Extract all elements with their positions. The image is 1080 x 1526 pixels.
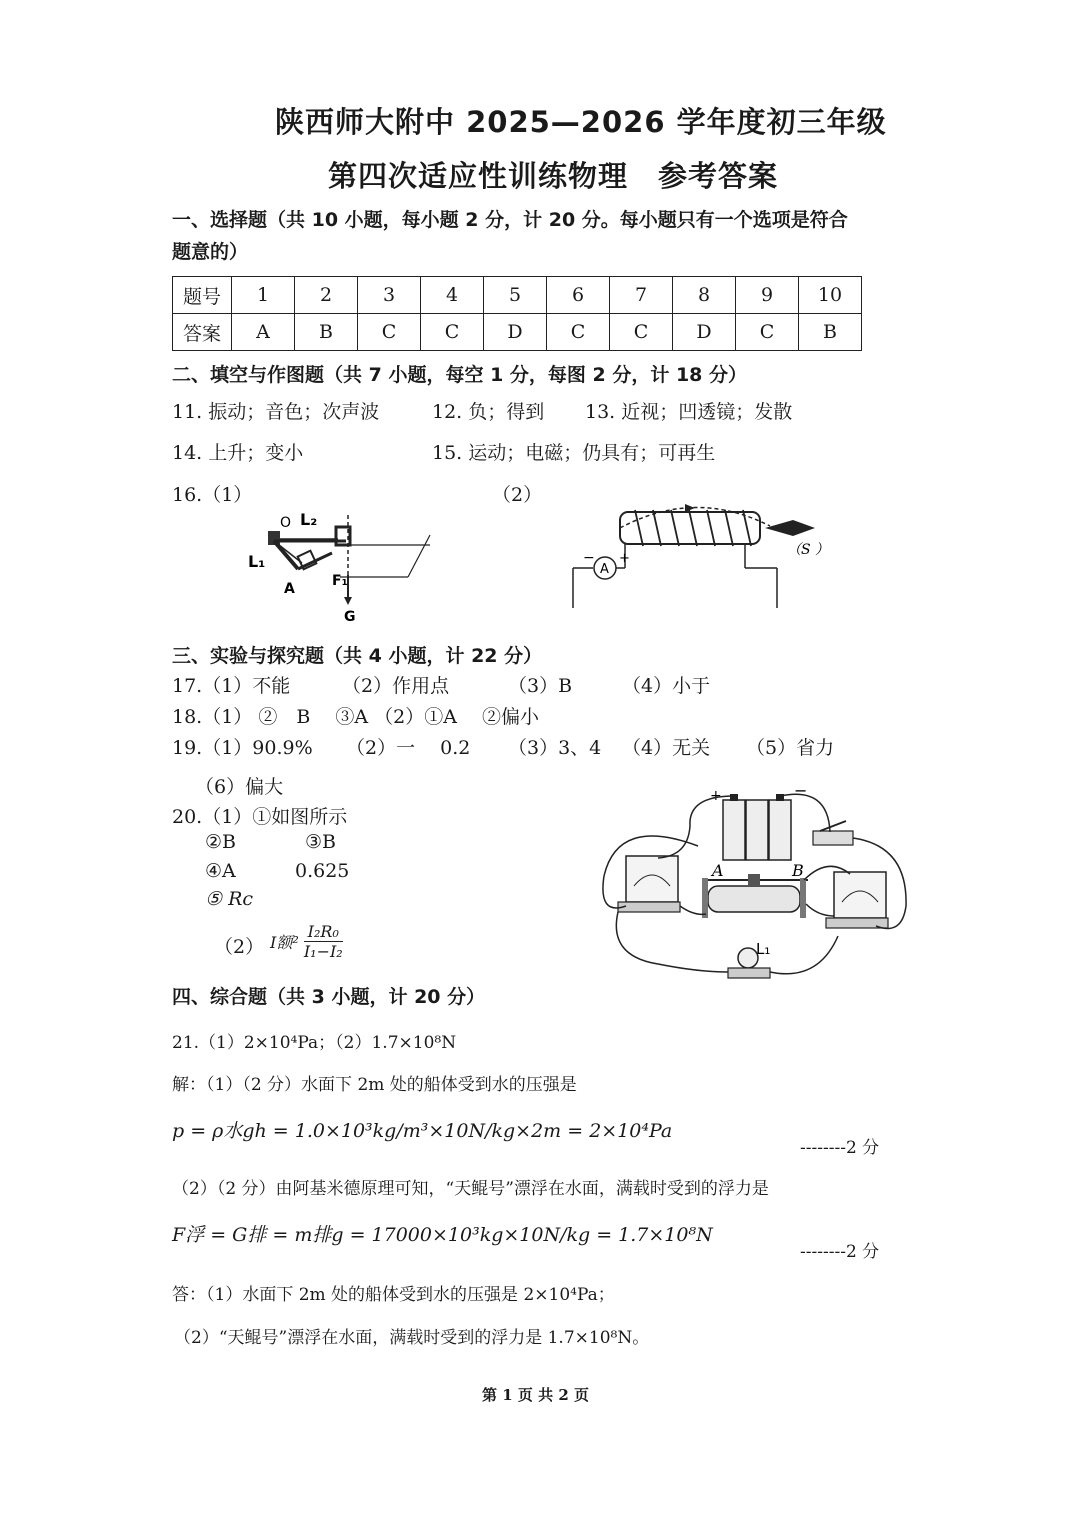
answer-q21: 21.（1）2×10⁴Pa；（2）1.7×10⁸N	[172, 1033, 457, 1053]
table-row-numbers	[173, 277, 862, 314]
formula-denominator: I₁−I₂	[303, 942, 343, 961]
table-cell: 2	[295, 277, 358, 314]
answer-q20-a: ④A	[205, 860, 236, 882]
score-mark-2: --------2 分	[800, 1242, 880, 1262]
battery-plus: +	[710, 788, 722, 804]
table-cell: A	[232, 314, 295, 351]
battery-minus: −	[794, 786, 808, 800]
label-l1: L₁	[248, 552, 266, 571]
table-cell: 3	[358, 277, 421, 314]
section-4-heading: 四、综合题（共 3 小题，计 20 分）	[172, 986, 486, 1008]
answer-q20-rc: ⑤ Rc	[205, 888, 254, 910]
answer-q20-b2: ③B	[305, 831, 336, 853]
answer-q16-2: （2）	[492, 484, 543, 506]
field-line	[620, 507, 770, 528]
table-cell: 9	[736, 277, 799, 314]
solution-part2-intro: （2）（2 分）由阿基米德原理可知，“天鲲号”漂浮在水面，满载时受到的浮力是	[172, 1179, 769, 1199]
answer-q17-3: （3）B	[508, 675, 573, 697]
formula-numerator: I₂R₀	[304, 922, 343, 942]
page-number: 第 1 页 共 2 页	[482, 1386, 589, 1404]
ammeter-icon	[618, 856, 680, 912]
answer-q12: 12. 负；得到	[432, 401, 545, 423]
table-cell: 1	[232, 277, 295, 314]
table-cell: 4	[421, 277, 484, 314]
answer-q18: 18.（1） ② B ③A （2）①A ②偏小	[172, 706, 539, 728]
table-cell: D	[484, 314, 547, 351]
table-cell: 6	[547, 277, 610, 314]
lever-arm	[274, 541, 298, 569]
answer-q17-1: 17.（1）不能	[172, 675, 291, 697]
lever-diagram	[240, 505, 440, 625]
table-header-cell: 题号	[173, 277, 232, 314]
power-formula	[270, 922, 343, 961]
minus-label: −	[583, 550, 595, 566]
bulb-label: L₁	[756, 940, 771, 958]
table-row-answers	[173, 314, 862, 351]
answer-q15: 15. 运动；电磁；仍具有；可再生	[432, 442, 716, 464]
plus-label: +	[619, 551, 630, 566]
ammeter-label: A	[600, 562, 609, 577]
table-cell: 10	[799, 277, 862, 314]
answer-q20-2: （2）	[214, 936, 265, 958]
answer-q17-2: （2）作用点	[342, 675, 450, 697]
table-cell: C	[358, 314, 421, 351]
solenoid-coils	[635, 510, 751, 546]
answer-table	[172, 276, 862, 351]
table-cell: 8	[673, 277, 736, 314]
answer-q11: 11. 振动；音色；次声波	[172, 401, 380, 423]
answer-q17-4: （4）小于	[622, 675, 711, 697]
answer-q19-3: （3）3、4	[508, 737, 602, 759]
label-o: O	[280, 515, 292, 531]
table-cell: B	[799, 314, 862, 351]
formula-fraction	[304, 922, 343, 961]
answer-q20-b1: ②B	[205, 831, 236, 853]
table-cell: C	[421, 314, 484, 351]
final-answer-2: （2）“天鲲号”漂浮在水面，满载时受到的浮力是 1.7×10⁸N。	[174, 1328, 650, 1348]
answer-q19-1: 19.（1）90.9%	[172, 737, 313, 759]
table-cell: D	[673, 314, 736, 351]
answer-q20-1: 20.（1）①如图所示	[172, 806, 348, 828]
label-l2: L₂	[300, 510, 318, 529]
answer-q19-6: （6）偏大	[195, 776, 284, 798]
title-line-1: 陕西师大附中 2025—2026 学年度初三年级	[275, 105, 887, 139]
battery-pack	[723, 794, 791, 860]
switch-icon	[813, 821, 853, 845]
circuit-diagram	[598, 786, 918, 1000]
answer-q19-2: （2）一 0.2	[346, 737, 471, 759]
rheostat-icon	[702, 874, 808, 918]
terminal-a-label: A	[712, 861, 724, 880]
answer-q13: 13. 近视；凹透镜；发散	[585, 401, 793, 423]
voltmeter-icon	[826, 872, 888, 928]
terminal-b-label: B	[792, 861, 804, 880]
table-cell: C	[547, 314, 610, 351]
table-cell: C	[610, 314, 673, 351]
answer-q19-4: （4）无关	[622, 737, 711, 759]
section-2-heading: 二、填空与作图题（共 7 小题，每空 1 分，每图 2 分，计 18 分）	[172, 364, 748, 386]
table-cell: C	[736, 314, 799, 351]
label-f1: F₁	[332, 573, 348, 589]
pole-label: （S ）	[787, 542, 830, 558]
table-cell: 7	[610, 277, 673, 314]
score-mark-1: --------2 分	[800, 1138, 880, 1158]
table-cell: 5	[484, 277, 547, 314]
answer-q19-5: （5）省力	[746, 737, 835, 759]
table-cell: B	[295, 314, 358, 351]
gravity-arrowhead	[344, 597, 352, 605]
answer-q16-1: 16.（1）	[172, 484, 253, 506]
section-1-heading: 一、选择题（共 10 小题，每小题 2 分，计 20 分。每小题只有一个选项是符合	[172, 209, 848, 231]
label-g: G	[344, 609, 356, 625]
label-a: A	[284, 581, 295, 597]
equation-buoyancy: F浮 = G排 = m排g = 17000×10³kg×10N/kg = 1.7×10⁸N	[172, 1224, 713, 1246]
answer-q20-value: 0.625	[295, 860, 350, 882]
formula-lhs: I额²	[270, 933, 299, 952]
compass-needle	[765, 520, 815, 536]
section-1-heading-cont: 题意的）	[172, 241, 249, 263]
section-3-heading: 三、实验与探究题（共 4 小题，计 22 分）	[172, 645, 543, 667]
title-line-2: 第四次适应性训练物理 参考答案	[328, 159, 779, 193]
equation-pressure: p = ρ水gh = 1.0×10³kg/m³×10N/kg×2m = 2×10⁴Pa	[172, 1120, 673, 1142]
table-header-cell: 答案	[173, 314, 232, 351]
final-answer-1: 答：（1）水面下 2m 处的船体受到水的压强是 2×10⁴Pa；	[172, 1285, 615, 1305]
answer-q14: 14. 上升；变小	[172, 442, 304, 464]
solution-part1-intro: 解：（1）（2 分）水面下 2m 处的船体受到水的压强是	[172, 1075, 577, 1095]
bank-line	[408, 535, 430, 577]
solenoid-diagram	[565, 498, 855, 610]
